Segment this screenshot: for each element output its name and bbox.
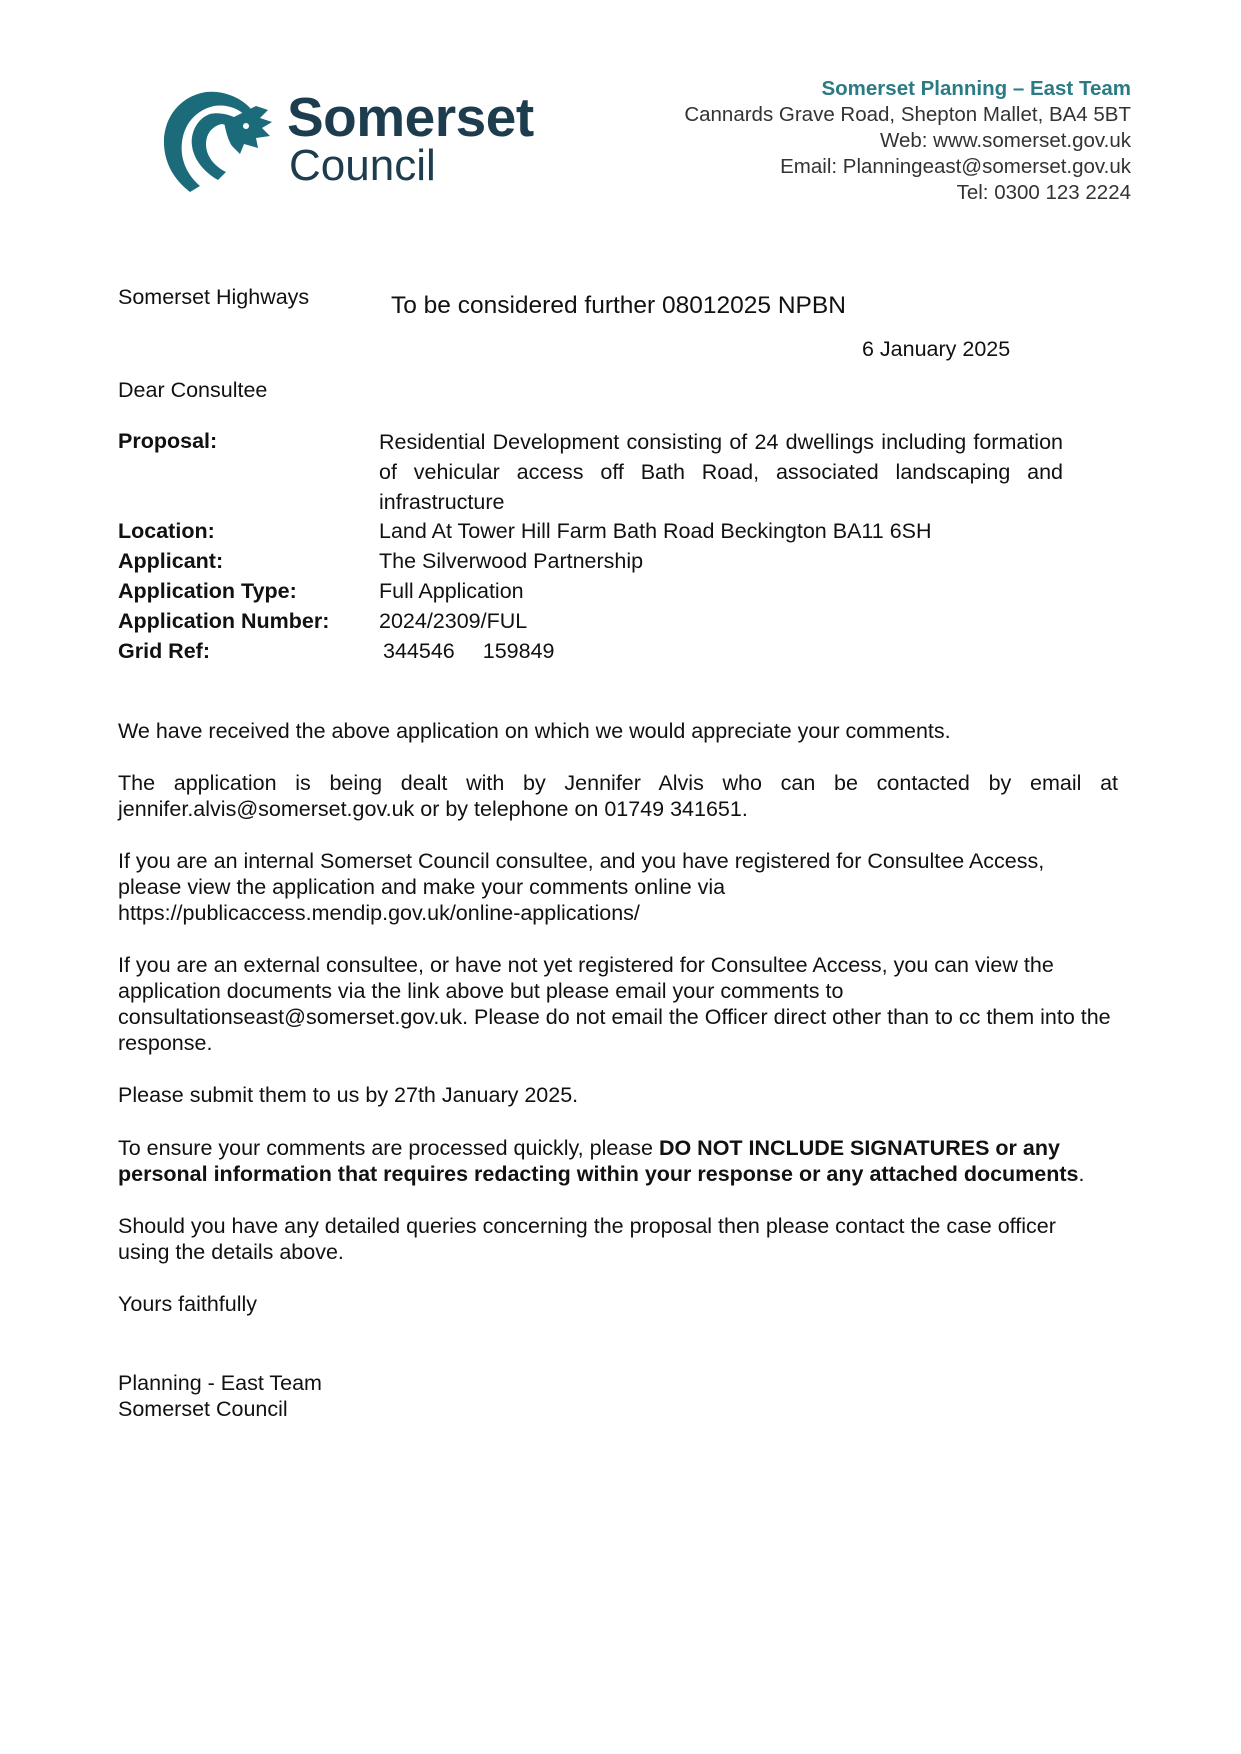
handwritten-note: To be considered further 08012025 NPBN bbox=[391, 292, 846, 319]
signature-block bbox=[118, 1370, 1178, 1422]
proposal-label: Proposal: bbox=[118, 429, 218, 453]
public-access-link[interactable]: https://publicaccess.mendip.gov.uk/online-applications/ bbox=[118, 901, 640, 925]
recipient: Somerset Highways bbox=[118, 285, 310, 309]
application-type-label: Application Type: bbox=[118, 579, 297, 603]
closing: Yours faithfully bbox=[118, 1292, 258, 1316]
application-type-value: Full Application bbox=[379, 579, 524, 603]
grid-ref-label: Grid Ref: bbox=[118, 639, 210, 663]
warning-intro: To ensure your comments are processed quickly, please bbox=[118, 1136, 659, 1160]
external-line-2: application documents via the link above but please email your comments to bbox=[118, 979, 844, 1003]
application-number-label: Application Number: bbox=[118, 609, 330, 633]
letter-date: 6 January 2025 bbox=[862, 337, 1011, 361]
team-title: Somerset Planning – East Team bbox=[821, 77, 1131, 100]
grid-ref-value bbox=[383, 639, 554, 664]
paragraph-received: We have received the above application on which we would appreciate your comments. bbox=[118, 719, 951, 743]
grid-easting: 344546 bbox=[383, 639, 455, 663]
header-email: Email: Planningeast@somerset.gov.uk bbox=[780, 155, 1131, 178]
logo-text-council: Council bbox=[289, 141, 436, 190]
salutation: Dear Consultee bbox=[118, 378, 268, 402]
location-value: Land At Tower Hill Farm Bath Road Beckington BA11 6SH bbox=[379, 519, 932, 543]
header-web: Web: www.somerset.gov.uk bbox=[879, 129, 1131, 152]
internal-line-2: please view the application and make your comments online via bbox=[118, 875, 726, 899]
dragon-logo-icon bbox=[160, 88, 275, 196]
internal-line-1: If you are an internal Somerset Council consultee, and you have registered for Consultee Access, bbox=[118, 849, 1045, 873]
application-number-value: 2024/2309/FUL bbox=[379, 609, 528, 633]
queries-line-2: using the details above. bbox=[118, 1240, 344, 1264]
paragraph-queries bbox=[118, 1213, 1178, 1265]
logo-text-somerset: Somerset bbox=[287, 86, 534, 148]
applicant-value: The Silverwood Partnership bbox=[379, 549, 644, 573]
external-line-1: If you are an external consultee, or have not yet registered for Consultee Access, you can view the bbox=[118, 953, 1054, 977]
signature-team: Planning - East Team bbox=[118, 1371, 322, 1395]
paragraph-signatures-warning bbox=[118, 1135, 1148, 1187]
contact-header bbox=[684, 76, 1131, 206]
external-line-3: consultationseast@somerset.gov.uk. Please do not email the Officer direct other than to cc them into the bbox=[118, 1005, 1111, 1029]
external-line-4: response. bbox=[118, 1031, 213, 1055]
warning-bold: DO NOT INCLUDE SIGNATURES or any personal information that requires redacting within your response or any attached documents bbox=[118, 1136, 1079, 1186]
paragraph-internal-consultee bbox=[118, 848, 1178, 926]
paragraph-case-officer: The application is being dealt with by Jennifer Alvis who can be contacted by email at jennifer.alvis@somerset.gov.uk or by telephone on 01749 341651. bbox=[118, 771, 1118, 821]
paragraph-deadline: Please submit them to us by 27th January 2025. bbox=[118, 1083, 579, 1107]
proposal-value: Residential Development consisting of 24 dwellings including formation of vehicular access off Bath Road, associated landscaping and infrastructure bbox=[379, 430, 1063, 514]
warning-end: . bbox=[1078, 1162, 1085, 1186]
signature-org: Somerset Council bbox=[118, 1397, 288, 1421]
header-address: Cannards Grave Road, Shepton Mallet, BA4 5BT bbox=[684, 103, 1131, 126]
paragraph-external-consultee bbox=[118, 952, 1180, 1056]
applicant-label: Applicant: bbox=[118, 549, 224, 573]
council-logo bbox=[160, 88, 540, 198]
header-tel: Tel: 0300 123 2224 bbox=[956, 181, 1131, 204]
queries-line-1: Should you have any detailed queries concerning the proposal then please contact the case officer bbox=[118, 1214, 1056, 1238]
grid-northing: 159849 bbox=[482, 639, 555, 663]
location-label: Location: bbox=[118, 519, 215, 543]
